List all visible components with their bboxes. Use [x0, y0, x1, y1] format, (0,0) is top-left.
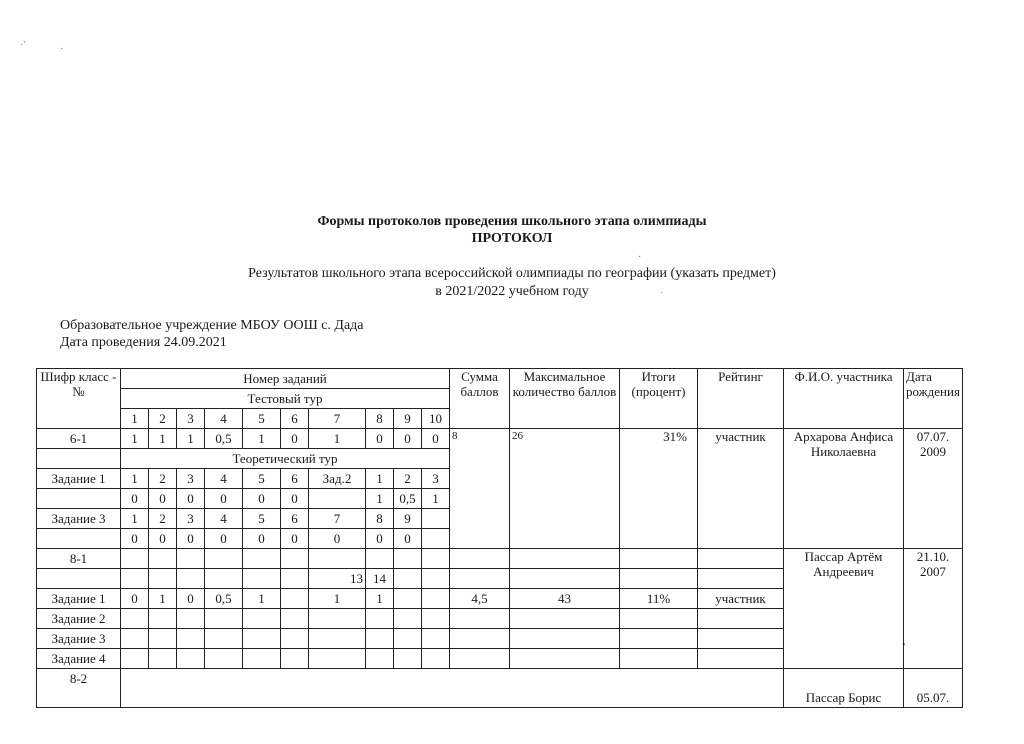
table-cell: 1: [121, 509, 149, 529]
task-label-cell: Задание 4: [37, 649, 121, 669]
table-cell: 5: [243, 509, 281, 529]
table-cell: 0,5: [394, 489, 422, 509]
table-cell: [450, 549, 510, 569]
task-label-cell: Задание 1: [37, 469, 121, 489]
sum-cell: 8: [450, 429, 510, 549]
table-cell: 1: [366, 489, 394, 509]
table-cell: [121, 629, 149, 649]
table-cell: [620, 629, 698, 649]
table-cell: 1: [149, 589, 177, 609]
table-cell: 1: [121, 429, 149, 449]
table-cell: [510, 609, 620, 629]
table-cell: [281, 609, 309, 629]
table-cell: 10: [422, 409, 450, 429]
year-subtitle: в 2021/2022 учебном году: [435, 284, 589, 299]
fio-cell: Пассар Артём Андреевич: [784, 549, 904, 669]
table-cell: 0: [149, 529, 177, 549]
table-cell: 1: [422, 489, 450, 509]
table-cell: [149, 549, 177, 569]
table-cell: 2: [394, 469, 422, 489]
cipher-cell: 6-1: [37, 429, 121, 449]
table-cell: 0: [243, 489, 281, 509]
table-cell: [394, 589, 422, 609]
table-cell: [309, 629, 366, 649]
table-cell: [309, 549, 366, 569]
table-cell: 6: [281, 409, 309, 429]
table-cell: 8: [366, 409, 394, 429]
table-cell: [698, 649, 784, 669]
table-cell: [177, 569, 205, 589]
total-cell: 31%: [620, 429, 698, 549]
table-cell: [205, 649, 243, 669]
table-cell: [422, 589, 450, 609]
table-cell: [698, 609, 784, 629]
school-line: Образовательное учреждение МБОУ ООШ с. Дада: [60, 318, 364, 333]
table-cell: 0: [366, 529, 394, 549]
table-cell: [620, 609, 698, 629]
table-cell: [394, 629, 422, 649]
table-cell: [205, 569, 243, 589]
table-cell: [784, 669, 904, 689]
table-cell: [422, 609, 450, 629]
table-cell: [698, 569, 784, 589]
table-cell: [243, 609, 281, 629]
table-cell: 1: [366, 469, 394, 489]
task-label-cell: Задание 2: [37, 609, 121, 629]
table-cell: [281, 569, 309, 589]
birth-cell: 07.07. 2009: [904, 429, 963, 549]
table-cell: [149, 569, 177, 589]
table-cell: [309, 609, 366, 629]
table-cell: 1: [121, 409, 149, 429]
total-cell: 11%: [620, 589, 698, 609]
table-cell: 7: [309, 409, 366, 429]
table-cell: [422, 569, 450, 589]
table-cell: 0: [177, 489, 205, 509]
table-cell: 1: [366, 589, 394, 609]
birth-cell: 21.10. 2007: [904, 549, 963, 669]
rating-cell: участник: [698, 589, 784, 609]
table-cell: [177, 549, 205, 569]
table-cell: [37, 489, 121, 509]
table-cell: [121, 649, 149, 669]
table-cell: 1: [309, 589, 366, 609]
table-cell: [149, 649, 177, 669]
results-subtitle: Результатов школьного этапа всероссийской олимпиады по географии (указать предмет): [248, 266, 776, 281]
table-cell: 0: [205, 529, 243, 549]
table-cell: 2: [149, 509, 177, 529]
table-cell: [394, 649, 422, 669]
table-cell: 0: [243, 529, 281, 549]
table-cell: [281, 589, 309, 609]
table-cell: 0: [366, 429, 394, 449]
table-cell: [510, 549, 620, 569]
task-label-cell: Задание 3: [37, 509, 121, 529]
task-label-cell: Задание 3: [37, 629, 121, 649]
table-cell: [177, 609, 205, 629]
table-cell: [37, 688, 121, 708]
table-cell: 0: [309, 529, 366, 549]
birth-header: Дата рождения: [904, 369, 963, 429]
test-round-header: Тестовый тур: [121, 389, 450, 409]
table-cell: [450, 609, 510, 629]
table-cell: 1: [149, 429, 177, 449]
table-cell: [366, 549, 394, 569]
scan-speck: ·: [60, 44, 64, 55]
table-cell: [121, 549, 149, 569]
table-cell: 0: [394, 429, 422, 449]
cipher-header: Шифр класс -№: [37, 369, 121, 429]
scan-speck: ·': [20, 40, 26, 51]
form-title: Формы протоколов проведения школьного этапа олимпиады: [317, 214, 707, 229]
table-cell: [281, 549, 309, 569]
table-cell: [620, 569, 698, 589]
table-cell: [510, 569, 620, 589]
table-cell: [394, 549, 422, 569]
header-row: [37, 369, 963, 389]
table-cell: [422, 549, 450, 569]
table-cell: 0: [121, 529, 149, 549]
fio-cell: Архарова Анфиса Николаевна: [784, 429, 904, 549]
table-cell: 6: [281, 469, 309, 489]
table-cell: 0,5: [205, 589, 243, 609]
table-cell: [366, 649, 394, 669]
rating-header: Рейтинг: [698, 369, 784, 429]
table-cell: [243, 549, 281, 569]
rating-cell: участник: [698, 429, 784, 549]
table-row: [37, 669, 963, 689]
table-cell: [149, 609, 177, 629]
table-cell: 0: [205, 489, 243, 509]
table-cell: 1: [243, 429, 281, 449]
table-cell: 4: [205, 509, 243, 529]
max-cell: 43: [510, 589, 620, 609]
table-cell: 0: [281, 429, 309, 449]
table-cell: 14: [366, 569, 394, 589]
table-cell: [620, 549, 698, 569]
table-row: [37, 549, 963, 569]
table-cell: 0: [281, 529, 309, 549]
sum-cell: 4,5: [450, 589, 510, 609]
table-row: [37, 688, 963, 708]
table-cell: 3: [422, 469, 450, 489]
table-cell: 0: [121, 589, 149, 609]
table-cell: [422, 509, 450, 529]
table-cell: 7: [309, 509, 366, 529]
fio-header: Ф.И.О. участника: [784, 369, 904, 429]
table-cell: [394, 569, 422, 589]
table-cell: 0: [149, 489, 177, 509]
table-cell: 0: [422, 429, 450, 449]
task-numbers-header: Номер заданий: [121, 369, 450, 389]
table-cell: [281, 629, 309, 649]
theory-round-header: Теоретический тур: [121, 449, 450, 469]
table-cell: [205, 629, 243, 649]
table-cell: 5: [243, 409, 281, 429]
table-cell: [205, 609, 243, 629]
table-cell: 3: [177, 469, 205, 489]
table-cell: [510, 629, 620, 649]
table-cell: 0: [177, 529, 205, 549]
table-cell: 5: [243, 469, 281, 489]
table-cell: [422, 649, 450, 669]
table-cell: [309, 649, 366, 669]
max-cell: 26: [510, 429, 620, 549]
scan-speck: ·: [660, 288, 664, 299]
total-header: Итоги (процент): [620, 369, 698, 429]
table-cell: [904, 669, 963, 689]
table-cell: 2: [149, 469, 177, 489]
scan-speck: ·: [638, 252, 642, 263]
table-cell: [510, 649, 620, 669]
table-cell: 0: [281, 489, 309, 509]
table-cell: [243, 569, 281, 589]
task-label-cell: Задание 1: [37, 589, 121, 609]
table-cell: 0: [121, 489, 149, 509]
table-cell: 6: [281, 509, 309, 529]
table-cell: [450, 569, 510, 589]
table-cell: [121, 609, 149, 629]
table-cell: [450, 629, 510, 649]
cipher-cell: 8-2: [37, 669, 121, 689]
table-cell: 0: [177, 589, 205, 609]
table-cell: [149, 629, 177, 649]
birth-cell: 05.07.: [904, 688, 963, 708]
table-cell: [281, 649, 309, 669]
table-cell: [121, 688, 784, 708]
table-cell: 9: [394, 509, 422, 529]
table-cell: 4: [205, 469, 243, 489]
table-cell: 1: [243, 589, 281, 609]
table-cell: [177, 649, 205, 669]
table-cell: 8: [366, 509, 394, 529]
date-line: Дата проведения 24.09.2021: [60, 335, 227, 350]
table-cell: 2: [149, 409, 177, 429]
table-cell: 1: [121, 469, 149, 489]
scan-speck: •: [902, 640, 906, 651]
sum-header: Сумма баллов: [450, 369, 510, 429]
table-cell: 9: [394, 409, 422, 429]
protocol-table: [36, 368, 963, 708]
table-cell: [422, 629, 450, 649]
table-cell: 3: [177, 409, 205, 429]
table-cell: [37, 449, 121, 469]
table-cell: [121, 669, 784, 689]
table-cell: [394, 609, 422, 629]
table-cell: 13: [309, 569, 366, 589]
table-cell: [243, 649, 281, 669]
table-cell: 3: [177, 509, 205, 529]
table-cell: [121, 569, 149, 589]
table-cell: [205, 549, 243, 569]
table-cell: [698, 549, 784, 569]
table-cell: [450, 649, 510, 669]
table-cell: [309, 489, 366, 509]
table-cell: [422, 529, 450, 549]
table-cell: [37, 569, 121, 589]
table-cell: 1: [309, 429, 366, 449]
table-cell: [698, 629, 784, 649]
table-cell: [366, 629, 394, 649]
table-cell: 0,5: [205, 429, 243, 449]
table-cell: 1: [177, 429, 205, 449]
table-cell: [620, 649, 698, 669]
table-cell: Зад.2: [309, 469, 366, 489]
protocol-title: ПРОТОКОЛ: [471, 231, 553, 246]
table-cell: [37, 529, 121, 549]
table-cell: [177, 629, 205, 649]
table-cell: [243, 629, 281, 649]
table-cell: 4: [205, 409, 243, 429]
table-row: [37, 429, 963, 449]
table-cell: [366, 609, 394, 629]
cipher-cell: 8-1: [37, 549, 121, 569]
fio-cell: Пассар Борис: [784, 688, 904, 708]
table-cell: 0: [394, 529, 422, 549]
max-header: Максимальное количество баллов: [510, 369, 620, 429]
